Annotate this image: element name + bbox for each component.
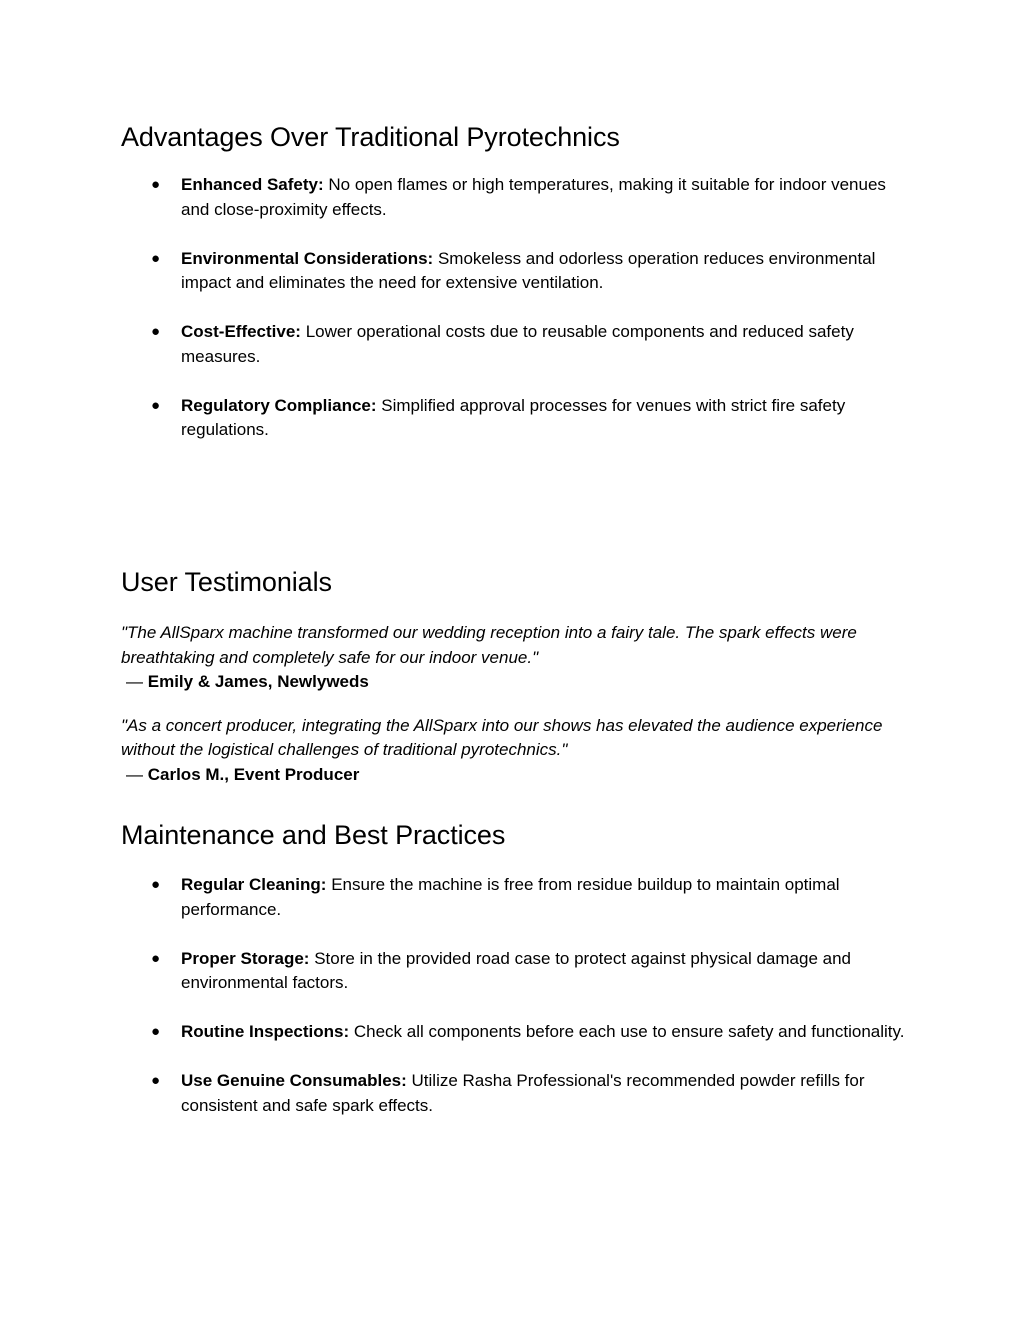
list-item: [121, 873, 911, 922]
bullet-icon: ●: [151, 176, 161, 193]
advantages-list: [121, 173, 911, 443]
item-text: Smokeless and odorless operation reduces environmental impact and eliminates the need for extensive ventilation.: [181, 248, 876, 292]
item-term: Proper Storage:: [181, 948, 310, 968]
item-term: Routine Inspections:: [181, 1022, 350, 1041]
item-term: Cost-Effective:: [181, 322, 301, 341]
testimonial: [121, 621, 911, 695]
advantages-section: [121, 120, 911, 443]
testimonial: [121, 714, 911, 788]
testimonial-attribution: [121, 670, 911, 695]
testimonials-section: [121, 565, 911, 787]
bullet-icon: ●: [151, 876, 161, 893]
bullet-icon: ●: [151, 396, 161, 414]
testimonial-author: Carlos M., Event Producer: [147, 764, 360, 784]
testimonial-quote: "The AllSparx machine transformed our wedding reception into a fairy tale. The spark effects were breathtaking and completely safe for our indoor venue.": [121, 623, 857, 667]
attribution-dash: —: [126, 764, 143, 784]
bullet-icon: ●: [151, 249, 161, 267]
maintenance-list: [121, 873, 911, 1118]
item-text: Lower operational costs due to reusable components and reduced safety measures.: [181, 322, 854, 366]
testimonials-heading: User Testimonials: [121, 567, 332, 597]
advantages-heading: Advantages Over Traditional Pyrotechnics: [121, 122, 620, 152]
item-term: Enhanced Safety:: [181, 175, 324, 194]
bullet-icon: ●: [151, 1072, 161, 1089]
bullet-icon: ●: [151, 323, 161, 340]
item-term: Environmental Considerations:: [181, 248, 434, 268]
bullet-icon: ●: [151, 949, 161, 967]
item-term: Use Genuine Consumables:: [181, 1071, 407, 1090]
item-text: Simplified approval processes for venues with strict fire safety regulations.: [181, 395, 846, 439]
item-text: No open flames or high temperatures, making it suitable for indoor venues and close-proximity effects.: [181, 175, 886, 219]
list-item: [121, 394, 911, 443]
list-item: [121, 320, 911, 369]
list-item: [121, 247, 911, 296]
list-item: [121, 947, 911, 996]
item-term: Regular Cleaning:: [181, 875, 327, 894]
attribution-dash: —: [126, 672, 143, 691]
list-item: [121, 173, 911, 222]
item-text: Store in the provided road case to protect against physical damage and environmental factors.: [181, 948, 851, 992]
item-text: Check all components before each use to ensure safety and functionality.: [353, 1022, 905, 1041]
maintenance-heading: Maintenance and Best Practices: [121, 820, 506, 850]
item-text: Utilize Rasha Professional's recommended powder refills for consistent and safe spark effects.: [181, 1071, 865, 1115]
item-term: Regulatory Compliance:: [181, 395, 377, 415]
bullet-icon: ●: [151, 1023, 161, 1040]
list-item: [121, 1020, 911, 1045]
list-item: [121, 1069, 911, 1118]
testimonial-author: Emily & James, Newlyweds: [147, 672, 369, 691]
testimonial-attribution: [121, 763, 911, 788]
item-text: Ensure the machine is free from residue buildup to maintain optimal performance.: [181, 875, 840, 919]
maintenance-section: [121, 818, 911, 1118]
testimonial-quote: "As a concert producer, integrating the AllSparx into our shows has elevated the audience experience without the logistical challenges of traditional pyrotechnics.": [121, 715, 883, 759]
